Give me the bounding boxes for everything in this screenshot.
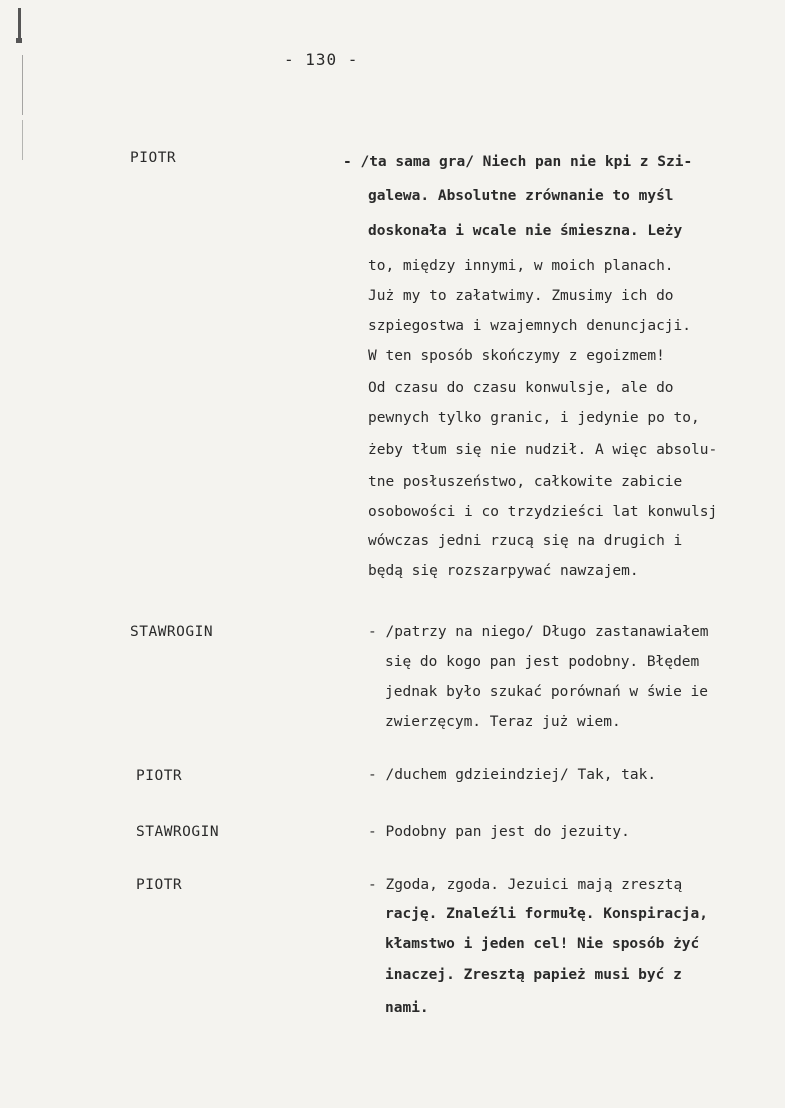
dialogue-line: zwierzęcym. Teraz już wiem. [385, 714, 621, 730]
page-number: - 130 - [284, 50, 359, 69]
scan-edge-marks [14, 0, 28, 200]
dialogue-line: żeby tłum się nie nudził. A więc absolu- [368, 442, 718, 458]
dialogue-line: Od czasu do czasu konwulsje, ale do [368, 380, 674, 396]
dialogue-line: inaczej. Zresztą papież musi być z [385, 967, 682, 983]
dialogue-line: - Zgoda, zgoda. Jezuici mają zresztą [368, 877, 683, 893]
dialogue-line: - /ta sama gra/ Niech pan nie kpi z Szi- [343, 154, 693, 170]
dialogue-line: się do kogo pan jest podobny. Błędem [385, 654, 700, 670]
dialogue-line: doskonała i wcale nie śmieszna. Leży [368, 223, 683, 239]
dialogue-line: pewnych tylko granic, i jedynie po to, [368, 410, 700, 426]
speaker-name: STAWROGIN [136, 824, 220, 840]
dialogue-line: będą się rozszarpywać nawzajem. [368, 563, 639, 579]
dialogue-line: nami. [385, 1000, 429, 1016]
speaker-name: PIOTR [130, 150, 177, 166]
speaker-name: PIOTR [136, 877, 183, 893]
dialogue-line: to, między innymi, w moich planach. [368, 258, 674, 274]
dialogue-line: - Podobny pan jest do jezuity. [368, 824, 630, 840]
dialogue-line: kłamstwo i jeden cel! Nie sposób żyć [385, 936, 700, 952]
dialogue-line: wówczas jedni rzucą się na drugich i [368, 533, 683, 549]
dialogue-line: szpiegostwa i wzajemnych denuncjacji. [368, 318, 692, 334]
dialogue-line: rację. Znaleźli formułę. Konspiracja, [385, 906, 709, 922]
speaker-name: PIOTR [136, 768, 183, 784]
dialogue-line: jednak było szukać porównań w świe ie [385, 684, 709, 700]
dialogue-line: galewa. Absolutne zrównanie to myśl [368, 188, 674, 204]
dialogue-line: - /duchem gdzieindziej/ Tak, tak. [368, 767, 657, 783]
speaker-name: STAWROGIN [130, 624, 214, 640]
dialogue-line: osobowości i co trzydzieści lat konwulsj [368, 504, 718, 520]
dialogue-line: - /patrzy na niego/ Długo zastanawiałem [368, 624, 709, 640]
dialogue-line: W ten sposób skończymy z egoizmem! [368, 348, 665, 364]
dialogue-line: Już my to załatwimy. Zmusimy ich do [368, 288, 674, 304]
dialogue-line: tne posłuszeństwo, całkowite zabicie [368, 474, 683, 490]
